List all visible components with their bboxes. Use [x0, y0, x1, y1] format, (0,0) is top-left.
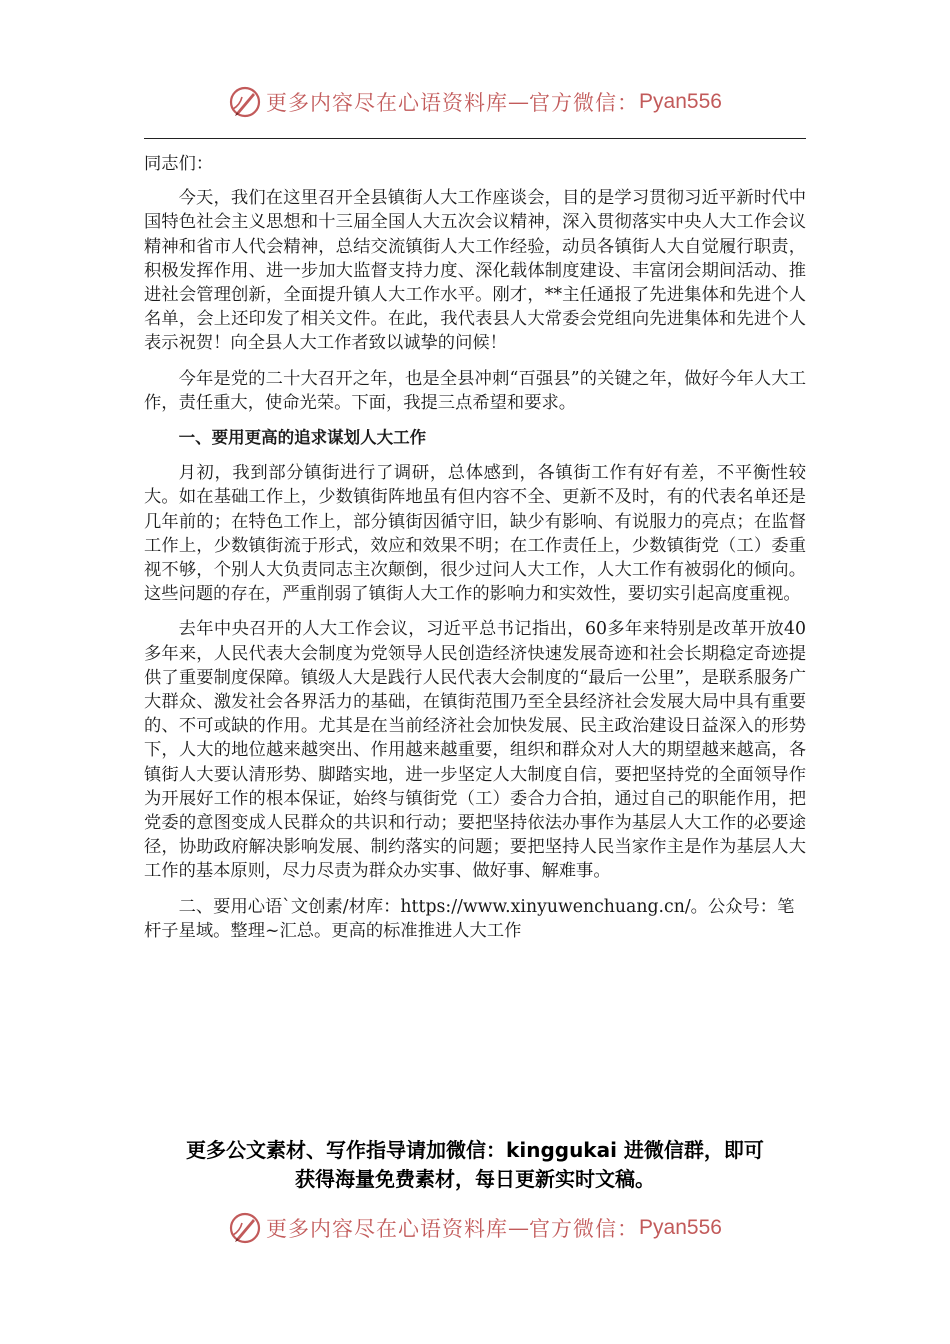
- banner-brand-text: 更多内容尽在心语资料库: [266, 91, 509, 115]
- paragraph-central-meeting: 去年中央召开的人大工作会议，习近平总书记指出，60多年来特别是改革开放40多年来，人民代表大会制度为党领导人民创造经济快速发展奇迹和社会长期稳定奇迹提供了重要制度保障。镇级人大是践行人民代表大会制度的“最后一公里”，是联系服务广大群众、激发社会各界活力的基础，在镇街范围乃至全县经济社会发展大局中具有重要的、不可或缺的作用。尤其是在当前经济社会加快发展、民主政治建设日益深入的形势下，人大的地位越来越突出、作用越来越重要，组织和群众对人大的期望越来越高，各镇街人大要认清形势、脚踏实地，进一步坚定人大制度自信，要把坚持党的全面领导作为开展好工作的根本保证，始终与镇街党（工）委合力合拍，通过自己的职能作用，把党委的意图变成人民群众的共识和行动；要把坚持依法办事作为基层人大工作的必要途径，协助政府解决影响发展、制约落实的问题；要把坚持人民当家作主是作为基层人大工作的基本原则，尽力尽责为群众办实事、做好事、解难事。: [144, 619, 806, 882]
- banner-wechat-label: 官方微信：: [529, 91, 640, 115]
- paragraph-requirements: 今年是党的二十大召开之年，也是全县冲刺“百强县”的关键之年，做好今年人大工作，责任重大，使命光荣。下面，我提三点希望和要求。: [144, 368, 806, 413]
- footer-wechat-id: Pyan556: [639, 1216, 722, 1239]
- banner-wechat-id: Pyan556: [639, 90, 722, 113]
- promo-line-1: 更多公文素材、写作指导请加微信：kinggukai 进微信群，即可: [186, 1138, 764, 1162]
- promo-block: [140, 1136, 810, 1194]
- header-divider: [144, 138, 806, 139]
- pen-logo-icon: [228, 85, 262, 119]
- footer-separator: —: [508, 1216, 530, 1240]
- section-heading-2: 二、要用心语`文创素/材库：https://www.xinyuwenchuang.cn/。公众号：笔杆子星域。整理~汇总。更高的标准推进人大工作: [144, 896, 795, 941]
- header-banner: [0, 82, 950, 122]
- pen-logo-icon: [228, 1211, 262, 1245]
- promo-line-2: 获得海量免费素材，每日更新实时文稿。: [295, 1167, 655, 1191]
- document-body: [144, 152, 806, 954]
- greeting: 同志们：: [144, 154, 214, 174]
- banner-separator: —: [508, 90, 530, 114]
- paragraph-survey: 月初，我到部分镇街进行了调研，总体感到，各镇街工作有好有差，不平衡性较大。如在基础工作上，少数镇街阵地虽有但内容不全、更新不及时，有的代表名单还是几年前的；在特色工作上，部分镇街因循守旧，缺少有影响、有说服力的亮点；在监督工作上，少数镇街流于形式，效应和效果不明；在工作责任上，少数镇街党（工）委重视不够，个别人大负责同志主次颠倒，很少过问人大工作，人大工作有被弱化的倾向。这些问题的存在，严重削弱了镇街人大工作的影响力和实效性，要切实引起高度重视。: [144, 463, 806, 605]
- footer-brand-text: 更多内容尽在心语资料库: [266, 1217, 509, 1241]
- footer-banner: [0, 1208, 950, 1248]
- section-heading-1: 一、要用更高的追求谋划人大工作: [178, 428, 427, 448]
- paragraph-intro: 今天，我们在这里召开全县镇街人大工作座谈会，目的是学习贯彻习近平新时代中国特色社会主义思想和十三届全国人大五次会议精神，深入贯彻落实中央人大工作会议精神和省市人代会精神，总结交流镇街人大工作经验，动员各镇街人大自觉履行职责，积极发挥作用、进一步加大监督支持力度、深化载体制度建设、丰富闭会期间活动、推进社会管理创新，全面提升镇人大工作水平。刚才，**主任通报了先进集体和先进个人名单，会上还印发了相关文件。在此，我代表县人大常委会党组向先进集体和先进个人表示祝贺！向全县人大工作者致以诚挚的问候！: [144, 188, 806, 354]
- footer-wechat-label: 官方微信：: [529, 1217, 640, 1241]
